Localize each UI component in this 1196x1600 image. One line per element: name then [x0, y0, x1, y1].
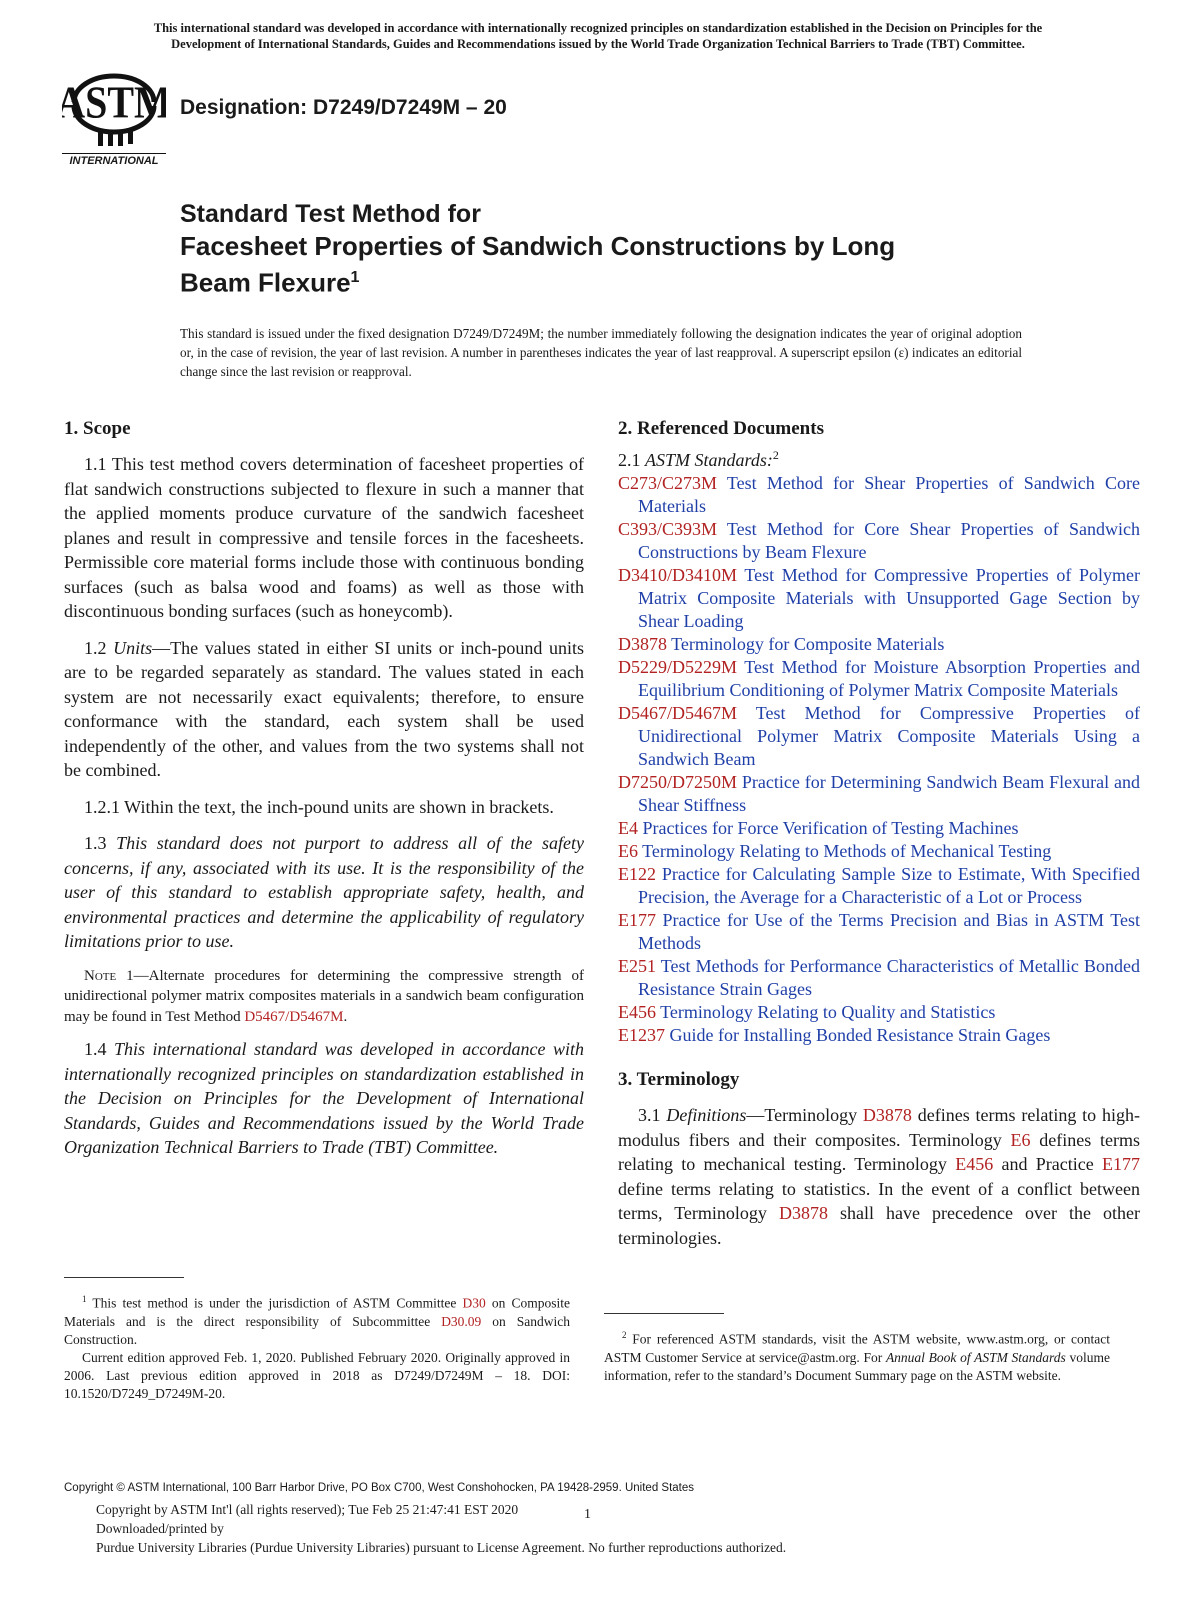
reference-code-link[interactable]: D5229/D5229M	[618, 657, 738, 677]
reference-code-link[interactable]: E122	[618, 864, 656, 884]
reference-title-link[interactable]: Practice for Calculating Sample Size to Estimate, With Specified Precision, the Average for a Characteristic of a Lot or Process	[638, 864, 1140, 907]
title-line-3-text: Beam Flexure	[180, 267, 351, 298]
reference-item	[618, 817, 1140, 840]
reference-item	[618, 472, 1140, 518]
para-1-2	[64, 636, 584, 783]
reference-title-link[interactable]: Terminology for Composite Materials	[667, 634, 945, 654]
reference-title-link[interactable]: Test Method for Core Shear Properties of Sandwich Constructions by Beam Flexure	[638, 519, 1140, 562]
reference-title-link[interactable]: Practice for Determining Sandwich Beam Flexural and Shear Stiffness	[638, 772, 1140, 815]
banner-line-2: Development of International Standards, Guides and Recommendations issued by the World Trade Organization Technical Barriers to Trade (TBT) Committee.	[171, 37, 1025, 51]
reference-title-link[interactable]: Test Method for Compressive Properties of Unidirectional Polymer Matrix Composite Materials Using a Sandwich Beam	[638, 703, 1140, 769]
reference-code-link[interactable]: E251	[618, 956, 656, 976]
section-scope-heading: 1. Scope	[64, 418, 131, 439]
para-1-4	[64, 1037, 584, 1160]
para-3-1-text-5: define terms relating to statistics. In the event of a conflict between terms, Terminology	[618, 1178, 1140, 1223]
footer-copyright: Copyright © ASTM International, 100 Barr Harbor Drive, PO Box C700, West Conshohocken, PA 19428-2959. United States	[64, 1482, 695, 1494]
footnote-1-text-b: on Composite Materials and is the direct responsibility of Subcommittee	[64, 1295, 570, 1329]
reference-item	[618, 840, 1140, 863]
term-link-e177[interactable]: E177	[1102, 1154, 1141, 1174]
refdocs-footnote-ref[interactable]: 2	[772, 448, 779, 462]
note-end: .	[343, 1008, 348, 1025]
footnote-link-d30[interactable]: D30	[462, 1295, 486, 1311]
reference-item	[618, 633, 1140, 656]
reference-title-link[interactable]: Test Method for Moisture Absorption Properties and Equilibrium Conditioning of Polymer Matrix Composite Materials	[638, 657, 1140, 700]
para-3-1-text-4: and Practice	[993, 1154, 1103, 1174]
footnote-2-marker: 2	[622, 1330, 627, 1340]
footnote-2	[604, 1326, 1110, 1385]
reference-item	[618, 656, 1140, 702]
reference-code-link[interactable]: D5467/D5467M	[618, 703, 738, 723]
reference-title-link[interactable]: Terminology Relating to Methods of Mechanical Testing	[638, 841, 1052, 861]
reference-item	[618, 955, 1140, 1001]
reference-title-link[interactable]: Test Methods for Performance Characteristics of Metallic Bonded Resistance Strain Gages	[638, 956, 1140, 999]
refdocs-sub-num: 2.1	[618, 450, 645, 470]
reference-title-link[interactable]: Practice for Use of the Terms Precision and Bias in ASTM Test Methods	[638, 910, 1140, 953]
reference-code-link[interactable]: E6	[618, 841, 638, 861]
para-1-4-num: 1.4	[84, 1039, 114, 1059]
refdocs-sub-label: ASTM Standards:	[645, 450, 773, 470]
reference-title-link[interactable]: Terminology Relating to Quality and Statistics	[656, 1002, 996, 1022]
designation: Designation: D7249/D7249M – 20	[180, 96, 507, 119]
para-3-1-num: 3.1	[638, 1105, 667, 1125]
section-terminology-heading: 3. Terminology	[618, 1069, 740, 1090]
footnote-1-para-1	[64, 1290, 570, 1349]
reference-code-link[interactable]: C393/C393M	[618, 519, 718, 539]
para-1-2-text: —The values stated in either SI units or inch-pound units are to be regarded separately as standard. The values stated in each system are not necessarily exact equivalents; therefore, to ensure conformance with the standard, each system shall be used independently of the other, and values from the two systems shall not be combined.	[64, 637, 584, 780]
footnote-2-italic: Annual Book of ASTM Standards	[885, 1349, 1066, 1365]
reference-title-link[interactable]: Practices for Force Verification of Testing Machines	[638, 818, 1019, 838]
footnote-2-para	[604, 1326, 1110, 1385]
reference-item	[618, 863, 1140, 909]
note-link-d5467[interactable]: D5467/D5467M	[244, 1008, 344, 1025]
footnote-1-text-a: This test method is under the jurisdiction of ASTM Committee	[86, 1295, 463, 1311]
para-1-3-text: This standard does not purport to address all of the safety concerns, if any, associated with its use. It is the responsibility of the user of this standard to establish appropriate safety, health, and environmental practices and determine the applicability of regulatory limitations prior to use.	[64, 833, 584, 951]
reference-item	[618, 702, 1140, 771]
reference-code-link[interactable]: C273/C273M	[618, 473, 718, 493]
reference-item	[618, 518, 1140, 564]
footnote-rule-right	[604, 1313, 724, 1314]
footnote-1-marker: 1	[82, 1294, 87, 1304]
para-3-1-text-1: —Terminology	[746, 1105, 863, 1125]
term-link-d3878[interactable]: D3878	[862, 1105, 912, 1125]
page-number: 1	[584, 1507, 591, 1522]
para-1-1: 1.1 This test method covers determination of facesheet properties of flat sandwich constructions subjected to flexure in such a manner that the applied moments produce curvature of the sandwich facesheet planes and result in compressive and tensile forces in the facesheets. Permissible core material forms include those with continuous bonding surfaces (such as balsa wood and foams) as well as those with discontinuous bonding surfaces (such as honeycomb).	[64, 454, 584, 621]
footnote-2-text-b: volume information, refer to the standard’s Document Summary page on the ASTM website.	[604, 1349, 1111, 1383]
footer-line-1: Copyright by ASTM Int'l (all rights reserved); Tue Feb 25 21:47:41 EST 2020	[96, 1502, 519, 1517]
para-3-1-text-3: defines terms relating to mechanical testing. Terminology	[618, 1129, 1140, 1174]
tbt-banner	[40, 20, 1156, 52]
note-label: Note	[84, 967, 117, 984]
reference-item	[618, 1001, 1140, 1024]
para-3-1-text-6: shall have precedence over the other terminologies.	[618, 1203, 1140, 1248]
reference-item	[618, 909, 1140, 955]
title-line-3	[180, 262, 1080, 299]
reference-list	[618, 472, 1140, 1047]
page-title	[180, 198, 1080, 299]
logo-text: INTERNATIONAL	[62, 153, 166, 167]
reference-code-link[interactable]: D3878	[618, 634, 667, 654]
reference-code-link[interactable]: D3410/D3410M	[618, 565, 738, 585]
refdocs-subheading	[618, 444, 1140, 472]
right-column	[618, 418, 1140, 1262]
title-line-1: Standard Test Method for	[180, 200, 481, 228]
para-1-2-num: 1.2	[84, 637, 114, 658]
footnote-link-d30-09[interactable]: D30.09	[441, 1313, 482, 1329]
title-footnote-ref[interactable]: 1	[350, 269, 360, 286]
para-3-1	[618, 1103, 1140, 1250]
footnote-1-text-c: on Sandwich Construction.	[64, 1313, 570, 1347]
section-refdocs-heading: 2. Referenced Documents	[618, 418, 824, 439]
issue-note: This standard is issued under the fixed designation D7249/D7249M; the number immediately following the designation indicates the year of original adoption or, in the case of revision, the year of last revision. A number in parentheses indicates the year of last reapproval. A superscript epsilon (ε) indicates an editorial change since the last revision or reapproval.	[180, 326, 1022, 379]
reference-code-link[interactable]: E1237	[618, 1025, 665, 1045]
reference-title-link[interactable]: Test Method for Shear Properties of Sandwich Core Materials	[638, 473, 1140, 516]
note-text: 1—Alternate procedures for determining the compressive strength of unidirectional polymer matrix composites materials in a sandwich beam configuration may be found in Test Method	[64, 967, 584, 1025]
term-link-e6[interactable]: E6	[1010, 1129, 1031, 1150]
astm-logo-icon	[62, 68, 166, 148]
para-1-3-num: 1.3	[84, 833, 117, 853]
banner-line-1: This international standard was developed in accordance with internationally recognized principles on standardization established in the Decision on Principles for the	[153, 21, 1043, 35]
note-1	[64, 966, 584, 1028]
footnote-rule-left	[64, 1277, 184, 1278]
svg-text:ASTM: ASTM	[62, 77, 166, 129]
footnote-2-text-a: For referenced ASTM standards, visit the ASTM website, www.astm.org, or contact ASTM Customer Service at service@astm.org. For	[604, 1331, 1110, 1365]
left-column	[64, 418, 584, 1172]
para-3-1-label: Definitions	[666, 1105, 747, 1125]
para-1-2-label: Units	[113, 637, 153, 658]
footnote-1	[64, 1290, 570, 1403]
reference-item	[618, 1024, 1140, 1047]
para-1-4-text: This international standard was developed in accordance with internationally recognized principles on standardization established in the Decision on Principles for the Development of International Standards, Guides and Recommendations issued by the World Trade Organization Technical Barriers to Trade (TBT) Committee.	[64, 1039, 584, 1157]
footnote-1-para-2: Current edition approved Feb. 1, 2020. Published February 2020. Originally approved in 2006. Last previous edition approved in 2018 as D7249/D7249M – 18. DOI: 10.1520/D7249_D7249M-20.	[64, 1349, 570, 1401]
title-line-2: Facesheet Properties of Sandwich Constructions by Long	[180, 231, 896, 261]
reference-title-link[interactable]: Test Method for Compressive Properties of Polymer Matrix Composite Materials with Unsupported Gage Section by Shear Loading	[638, 565, 1140, 631]
term-link-d3878-2[interactable]: D3878	[778, 1203, 828, 1223]
astm-logo	[62, 68, 166, 168]
footer-line-3: Purdue University Libraries (Purdue University Libraries) pursuant to License Agreement. No further reproductions authorized.	[96, 1540, 787, 1555]
reference-code-link[interactable]: E177	[618, 910, 656, 930]
para-1-3	[64, 831, 584, 954]
reference-title-link[interactable]: Guide for Installing Bonded Resistance Strain Gages	[665, 1025, 1051, 1045]
term-link-e456[interactable]: E456	[955, 1154, 994, 1174]
para-3-1-text-2: defines terms relating to high-modulus fibers and their composites. Terminology	[618, 1105, 1140, 1150]
reference-item	[618, 771, 1140, 817]
footer-download-info	[96, 1500, 786, 1557]
reference-code-link[interactable]: E4	[618, 818, 638, 838]
reference-code-link[interactable]: E456	[618, 1002, 656, 1022]
footer-line-2: Downloaded/printed by	[96, 1521, 224, 1536]
reference-item	[618, 564, 1140, 633]
reference-code-link[interactable]: D7250/D7250M	[618, 772, 738, 792]
para-1-2-1: 1.2.1 Within the text, the inch-pound units are shown in brackets.	[84, 796, 554, 817]
